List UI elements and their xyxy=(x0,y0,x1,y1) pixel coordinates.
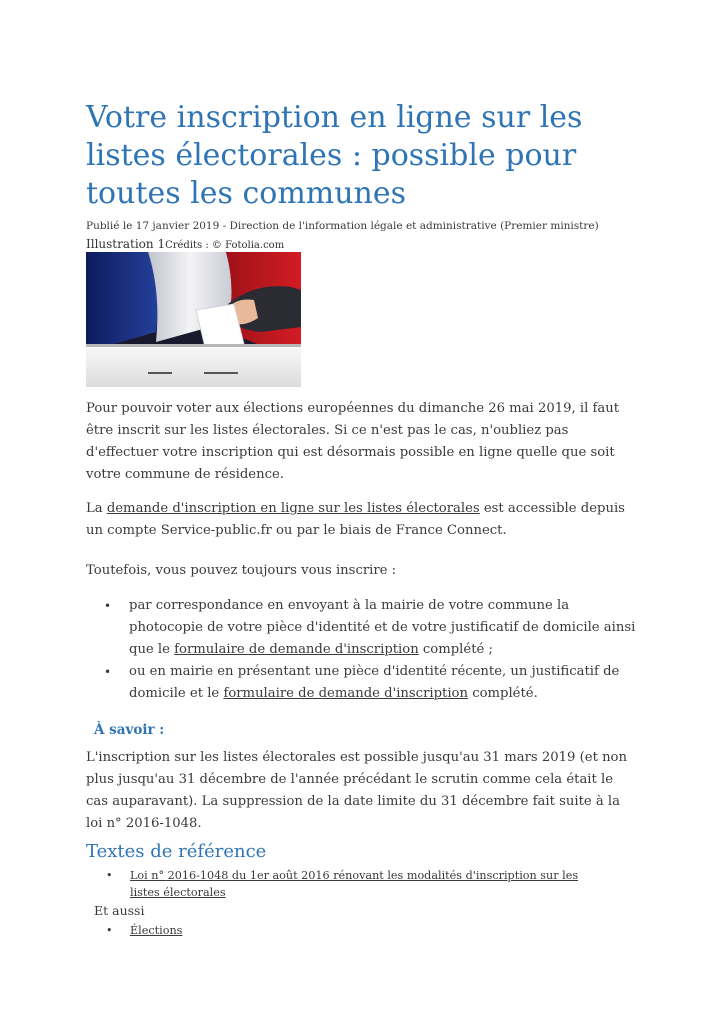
list-item xyxy=(86,867,606,901)
online-registration-link[interactable]: demande d'inscription en ligne sur les listes électorales xyxy=(106,501,480,516)
however-paragraph: Toutefois, vous pouvez toujours vous inscrire : xyxy=(86,563,397,578)
registration-methods-list xyxy=(86,595,646,705)
registration-form-link[interactable]: formulaire de demande d'inscription xyxy=(223,686,468,701)
references-list xyxy=(86,867,606,901)
publication-meta: Publié le 17 janvier 2019 - Direction de l'information légale et administrative (Premier ministre) xyxy=(86,220,599,232)
illustration-credits: Crédits : © Fotolia.com xyxy=(165,240,285,251)
list-item xyxy=(86,661,646,705)
list-item xyxy=(86,595,646,661)
bullet-prefix: ou en mairie en présentant une pièce d'identité récente, un justificatif de domicile et le xyxy=(129,664,620,701)
bullet-suffix: complété ; xyxy=(418,642,493,657)
good-to-know-paragraph: L'inscription sur les listes électorales est possible jusqu'au 31 mars 2019 (et non plus jusqu'au 31 décembre de l'année précédant le scrutin comme cela était le cas auparavant). La suppression de la date limite du 31 décembre fait suite à la loi n° 2016-1048. xyxy=(86,750,627,831)
online-prefix: La xyxy=(86,501,107,516)
online-suffix: est accessible depuis un compte Service-public.fr ou par le biais de France Connect. xyxy=(86,501,625,538)
bullet-suffix: complété. xyxy=(468,686,538,701)
elections-link[interactable]: Élections xyxy=(130,924,183,937)
registration-form-link[interactable]: formulaire de demande d'inscription xyxy=(174,642,419,657)
good-to-know-heading: À savoir : xyxy=(94,722,165,738)
intro-paragraph: Pour pouvoir voter aux élections européennes du dimanche 26 mai 2019, il faut être inscrit sur les listes électorales. Si ce n'est pas le cas, n'oubliez pas d'effectuer votre inscription qui est désormais possible en ligne quelle que soit votre commune de résidence. xyxy=(86,401,620,482)
list-item xyxy=(86,922,606,939)
see-also-label: Et aussi xyxy=(94,903,145,918)
bullet-prefix: par correspondance en envoyant à la mairie de votre commune la photocopie de votre pièce d'identité et de votre justificatif de domicile ainsi que le xyxy=(129,598,636,657)
illustration-caption xyxy=(86,237,284,251)
article-title: Votre inscription en ligne sur les listes électorales : possible pour toutes les communes xyxy=(86,100,583,211)
references-heading: Textes de référence xyxy=(86,841,267,862)
law-reference-link[interactable]: Loi n° 2016-1048 du 1er août 2016 rénovant les modalités d'inscription sur les listes électorales xyxy=(130,869,579,899)
see-also-list xyxy=(86,922,606,939)
ballot-box-with-french-flag-photo xyxy=(86,252,301,387)
online-paragraph xyxy=(86,498,631,542)
illustration-label: Illustration 1 xyxy=(86,237,166,251)
